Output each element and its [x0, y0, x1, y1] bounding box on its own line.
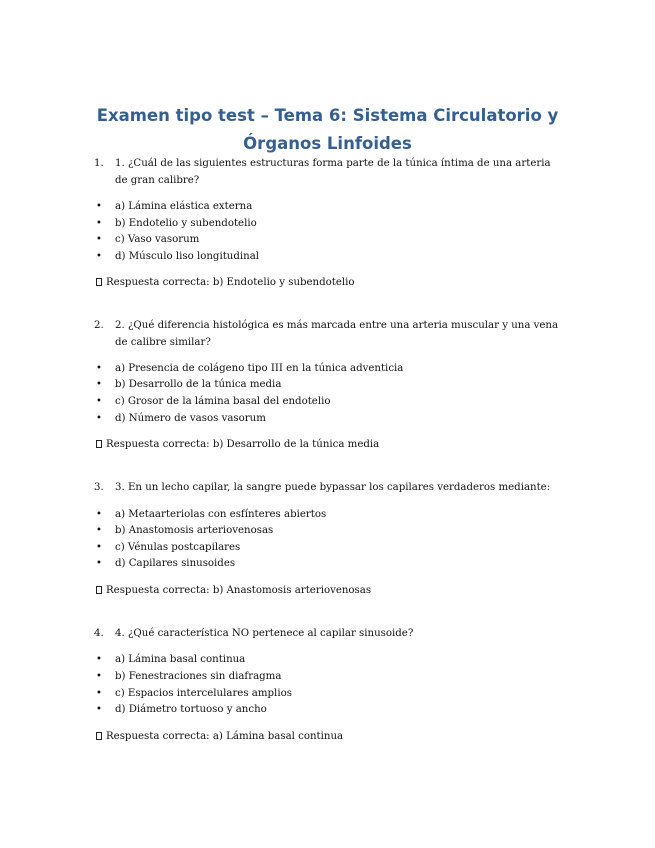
question-text: 4. ¿Qué característica NO pertenece al capilar sinusoide?	[115, 628, 414, 639]
document-title-line-2: Órganos Linfoides	[243, 134, 412, 153]
answer-text: Respuesta correcta: b) Desarrollo de la túnica media	[106, 439, 380, 450]
option-item	[96, 702, 556, 719]
option-item	[96, 199, 556, 216]
bullet-icon: •	[96, 509, 102, 520]
bullet-icon: •	[96, 218, 102, 229]
option-text: a) Lámina elástica externa	[115, 201, 253, 212]
answer-text: Respuesta correcta: a) Lámina basal continua	[106, 731, 344, 742]
bullet-icon: •	[96, 234, 102, 245]
option-item	[96, 377, 556, 394]
bullet-icon: •	[96, 688, 102, 699]
checkbox-icon	[96, 732, 102, 740]
question-text: 3. En un lecho capilar, la sangre puede bypassar los capilares verdaderos mediante:	[115, 482, 551, 493]
answer-text: Respuesta correcta: b) Endotelio y subendotelio	[106, 277, 355, 288]
option-item	[96, 249, 556, 266]
answer-line	[96, 583, 556, 600]
bullet-icon: •	[96, 671, 102, 682]
option-item	[96, 523, 556, 540]
bullet-icon: •	[96, 542, 102, 553]
bullet-icon: •	[96, 654, 102, 665]
checkbox-icon	[96, 586, 102, 594]
checkbox-icon	[96, 440, 102, 448]
option-text: b) Desarrollo de la túnica media	[115, 379, 282, 390]
option-item	[96, 556, 556, 573]
bullet-icon: •	[96, 251, 102, 262]
answer-text: Respuesta correcta: b) Anastomosis arteriovenosas	[106, 585, 372, 596]
bullet-icon: •	[96, 558, 102, 569]
question-text: 1. ¿Cuál de las siguientes estructuras forma parte de la túnica íntima de una arteria de gran calibre?	[115, 158, 551, 186]
bullet-icon: •	[96, 413, 102, 424]
question-number: 4.	[94, 628, 104, 639]
option-item	[96, 652, 556, 669]
option-item	[96, 686, 556, 703]
question-2	[94, 318, 564, 351]
answer-line	[96, 437, 556, 454]
option-text: c) Espacios intercelulares amplios	[115, 688, 292, 699]
bullet-icon: •	[96, 379, 102, 390]
question-number: 1.	[94, 158, 104, 169]
option-item	[96, 216, 556, 233]
answer-line	[96, 729, 556, 746]
option-item	[96, 411, 556, 428]
question-text: 2. ¿Qué diferencia histológica es más marcada entre una arteria muscular y una vena de calibre similar?	[115, 320, 559, 348]
option-text: d) Número de vasos vasorum	[115, 413, 266, 424]
option-text: a) Metaarteriolas con esfínteres abiertos	[115, 509, 327, 520]
checkbox-icon	[96, 278, 102, 286]
option-text: d) Capilares sinusoides	[115, 558, 236, 569]
option-text: d) Músculo liso longitudinal	[115, 251, 260, 262]
option-text: c) Vaso vasorum	[115, 234, 200, 245]
question-1	[94, 156, 564, 189]
option-text: b) Anastomosis arteriovenosas	[115, 525, 274, 536]
option-text: d) Diámetro tortuoso y ancho	[115, 704, 267, 715]
option-text: c) Vénulas postcapilares	[115, 542, 241, 553]
document-title-line-1: Examen tipo test – Tema 6: Sistema Circulatorio y	[96, 106, 559, 125]
bullet-icon: •	[96, 201, 102, 212]
option-text: b) Endotelio y subendotelio	[115, 218, 257, 229]
option-text: c) Grosor de la lámina basal del endotelio	[115, 396, 331, 407]
bullet-icon: •	[96, 525, 102, 536]
option-text: a) Lámina basal continua	[115, 654, 246, 665]
option-item	[96, 232, 556, 249]
answer-line	[96, 275, 556, 292]
option-item	[96, 507, 556, 524]
option-text: a) Presencia de colágeno tipo III en la túnica adventicia	[115, 363, 404, 374]
option-item	[96, 540, 556, 557]
bullet-icon: •	[96, 704, 102, 715]
option-item	[96, 669, 556, 686]
bullet-icon: •	[96, 363, 102, 374]
question-number: 2.	[94, 320, 104, 331]
option-text: b) Fenestraciones sin diafragma	[115, 671, 282, 682]
question-4	[94, 626, 564, 643]
question-number: 3.	[94, 482, 104, 493]
option-item	[96, 361, 556, 378]
option-item	[96, 394, 556, 411]
question-3	[94, 480, 564, 497]
bullet-icon: •	[96, 396, 102, 407]
